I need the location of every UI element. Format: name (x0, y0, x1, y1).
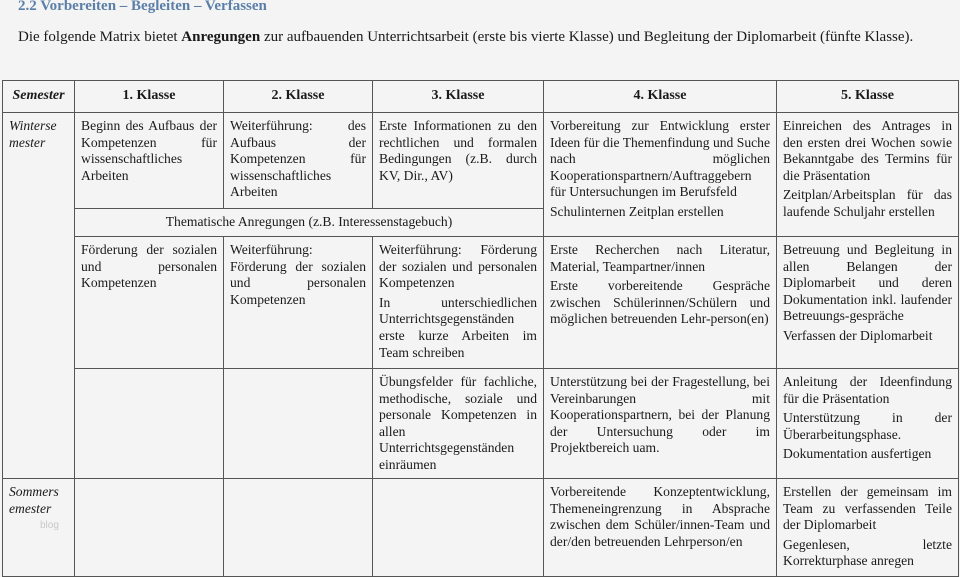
cell-r3-k1 (75, 369, 224, 479)
paragraph: Dokumentation ausfertigen (783, 446, 932, 462)
intro-bold: Anregungen (181, 29, 261, 45)
cell-r3-k4: Unterstützung bei der Fragestellung, bei Vereinbarungen mit Kooperationspartnern, bei der Planung der Untersuchung oder im Projektbereich uam. (544, 369, 777, 479)
cell-r2-k1: Förderung der sozialen und personalen Kompetenzen (75, 237, 224, 369)
cell-r1-k5 (777, 113, 959, 237)
section-heading: 2.2 Vorbereiten – Begleiten – Verfassen (18, 0, 267, 14)
semester-winter: Wintersemester (3, 113, 75, 479)
header-row (3, 81, 959, 113)
header-klasse-3: 3. Klasse (373, 81, 544, 113)
cell-r2-k4 (544, 237, 777, 369)
cell-r4-k4: Vorbereitende Konzeptentwicklung, Themeneingrenzung in Absprache zwischen dem Schüler/innen-Team und der/den betreuenden Lehrperson/en (544, 479, 777, 577)
paragraph: Erste vorbereitende Gespräche zwischen Schülerinnen/Schülern und möglichen betreuenden Lehr-person(en) (550, 278, 770, 327)
paragraph: In unterschiedlichen Unterrichtsgegenständen erste kurze Arbeiten im Team schreiben (379, 294, 537, 360)
cell-r1-k4 (544, 113, 777, 237)
cell-r3-k2 (224, 369, 373, 479)
paragraph: Unterstützung in der Überarbeitungsphase. (783, 410, 952, 442)
cell-r3-k5 (777, 369, 959, 479)
cell-r4-k5 (777, 479, 959, 577)
paragraph: Erstellen der gemeinsam im Team zu verfassenden Teile der Diplomarbeit (783, 484, 952, 533)
cell-r3-k3: Übungsfelder für fachliche, methodische, soziale und personale Kompetenzen in allen Unterrichtsgegenständen einräumen (373, 369, 544, 479)
paragraph: Verfassen der Diplomarbeit (783, 327, 933, 343)
paragraph: Weiterführung: Förderung der sozialen und personalen Kompetenzen (379, 242, 537, 291)
header-klasse-2: 2. Klasse (224, 81, 373, 113)
paragraph: Betreuung und Begleitung in allen Belangen der Diplomarbeit und deren Dokumentation inkl. laufender Betreuungs-gespräche (783, 242, 952, 324)
cell-thematic: Thematische Anregungen (z.B. Interessenstagebuch) (75, 209, 544, 237)
semester-summer: Sommersemester (3, 479, 75, 577)
table-row (3, 237, 959, 369)
header-klasse-1: 1. Klasse (75, 81, 224, 113)
cell-r4-k1 (75, 479, 224, 577)
header-klasse-5: 5. Klasse (777, 81, 959, 113)
intro-text-end: zur aufbauenden Unterrichtsarbeit (erste bis vierte Klasse) und Begleitung der Diplomarbeit (fünfte Klasse). (260, 29, 914, 45)
paragraph: Gegenlesen, letzte Korrekturphase anregen (783, 536, 952, 569)
paragraph: Anleitung der Ideenfindung für die Präsentation (783, 374, 952, 406)
cell-r2-k2: Weiterführung: Förderung der sozialen und personalen Kompetenzen (224, 237, 373, 369)
paragraph: Schulinternen Zeitplan erstellen (550, 203, 724, 219)
paragraph: Zeitplan/Arbeitsplan für das laufende Schuljahr erstellen (783, 187, 952, 219)
header-semester: Semester (3, 81, 75, 113)
watermark: blog (40, 520, 59, 531)
cell-r4-k3 (373, 479, 544, 577)
header-klasse-4: 4. Klasse (544, 81, 777, 113)
cell-r2-k5 (777, 237, 959, 369)
table-row (3, 369, 959, 479)
cell-r4-k2 (224, 479, 373, 577)
matrix-table (2, 80, 959, 577)
table-row (3, 113, 959, 209)
paragraph: Vorbereitung zur Entwicklung erster Ideen für die Themenfindung und Suche nach möglichen Kooperationspartnern/Auftraggebern für Untersuchungen im Berufsfeld (550, 118, 770, 200)
paragraph: Einreichen des Antrages in den ersten drei Wochen sowie Bekanntgabe des Termins für die Präsentation (783, 118, 952, 183)
cell-r1-k1: Beginn des Aufbaus der Kompetenzen für wissenschaftliches Arbeiten (75, 113, 224, 209)
intro-paragraph (18, 24, 918, 51)
cell-r1-k3: Erste Informationen zu den rechtlichen und formalen Bedingungen (z.B. durch KV, Dir., AV) (373, 113, 544, 209)
cell-r2-k3 (373, 237, 544, 369)
cell-r1-k2: Weiterführung: des Aufbaus der Kompetenzen für wissenschaftliches Arbeiten (224, 113, 373, 209)
intro-text: Die folgende Matrix bietet (18, 29, 182, 45)
paragraph: Erste Recherchen nach Literatur, Material, Teampartner/innen (550, 242, 770, 274)
table-row (3, 479, 959, 577)
